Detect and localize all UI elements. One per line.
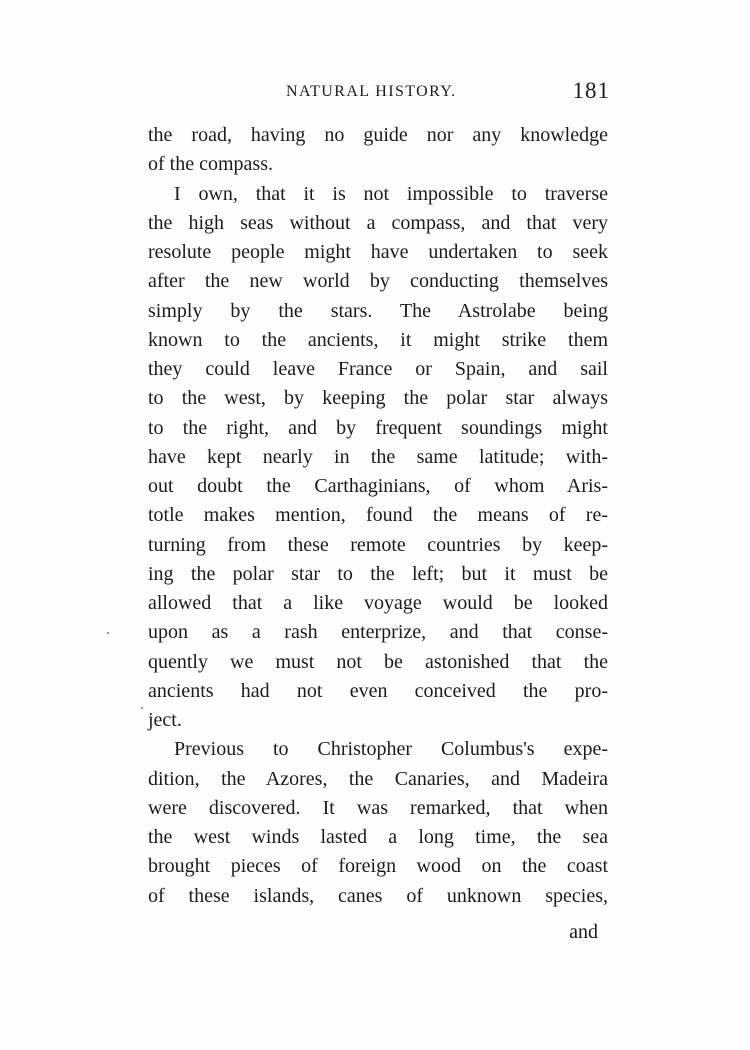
text-line: known to the ancients, it might strike them	[148, 328, 608, 351]
text-line: they could leave France or Spain, and sail	[148, 358, 608, 380]
text-line: dition, the Azores, the Canaries, and Madeira	[148, 767, 608, 790]
text-line: the west winds lasted a long time, the sea	[148, 826, 608, 848]
paragraph-first-line: I own, that it is not impossible to traverse	[174, 182, 608, 205]
text-line: brought pieces of foreign wood on the coast	[148, 855, 608, 878]
running-title: NATURAL HISTORY.	[286, 83, 457, 100]
running-head	[148, 80, 610, 104]
text-line: after the new world by conducting themselves	[148, 270, 608, 293]
text-line: the road, having no guide nor any knowledge	[148, 124, 608, 146]
paper-speck	[141, 707, 143, 709]
text-line: simply by the stars. The Astrolabe being	[148, 299, 608, 322]
text-line: of the compass.	[148, 153, 273, 176]
page-number: 181	[572, 78, 610, 103]
text-line: allowed that a like voyage would be looked	[148, 592, 608, 614]
text-line: ject.	[148, 709, 182, 731]
paragraph-first-line: Previous to Christopher Columbus's expe-	[174, 738, 608, 761]
text-line: ing the polar star to the left; but it must be	[148, 562, 608, 585]
catchword: and	[569, 921, 598, 943]
paper-speck	[107, 632, 109, 634]
text-line: quently we must not be astonished that the	[148, 650, 608, 673]
text-line: upon as a rash enterprize, and that conse-	[148, 621, 608, 644]
text-line: of these islands, canes of unknown species,	[148, 884, 608, 907]
text-line: to the right, and by frequent soundings might	[148, 416, 608, 439]
text-line: out doubt the Carthaginians, of whom Aris-	[148, 475, 608, 497]
text-line: ancients had not even conceived the pro-	[148, 679, 608, 702]
text-line: have kept nearly in the same latitude; with-	[148, 445, 608, 468]
text-line: to the west, by keeping the polar star always	[148, 387, 608, 410]
text-line: the high seas without a compass, and that very	[148, 211, 608, 234]
text-line: were discovered. It was remarked, that when	[148, 796, 608, 819]
text-line: turning from these remote countries by keep-	[148, 533, 608, 556]
body-text	[148, 121, 608, 911]
text-line: totle makes mention, found the means of re-	[148, 504, 608, 527]
text-line: resolute people might have undertaken to seek	[148, 241, 608, 263]
